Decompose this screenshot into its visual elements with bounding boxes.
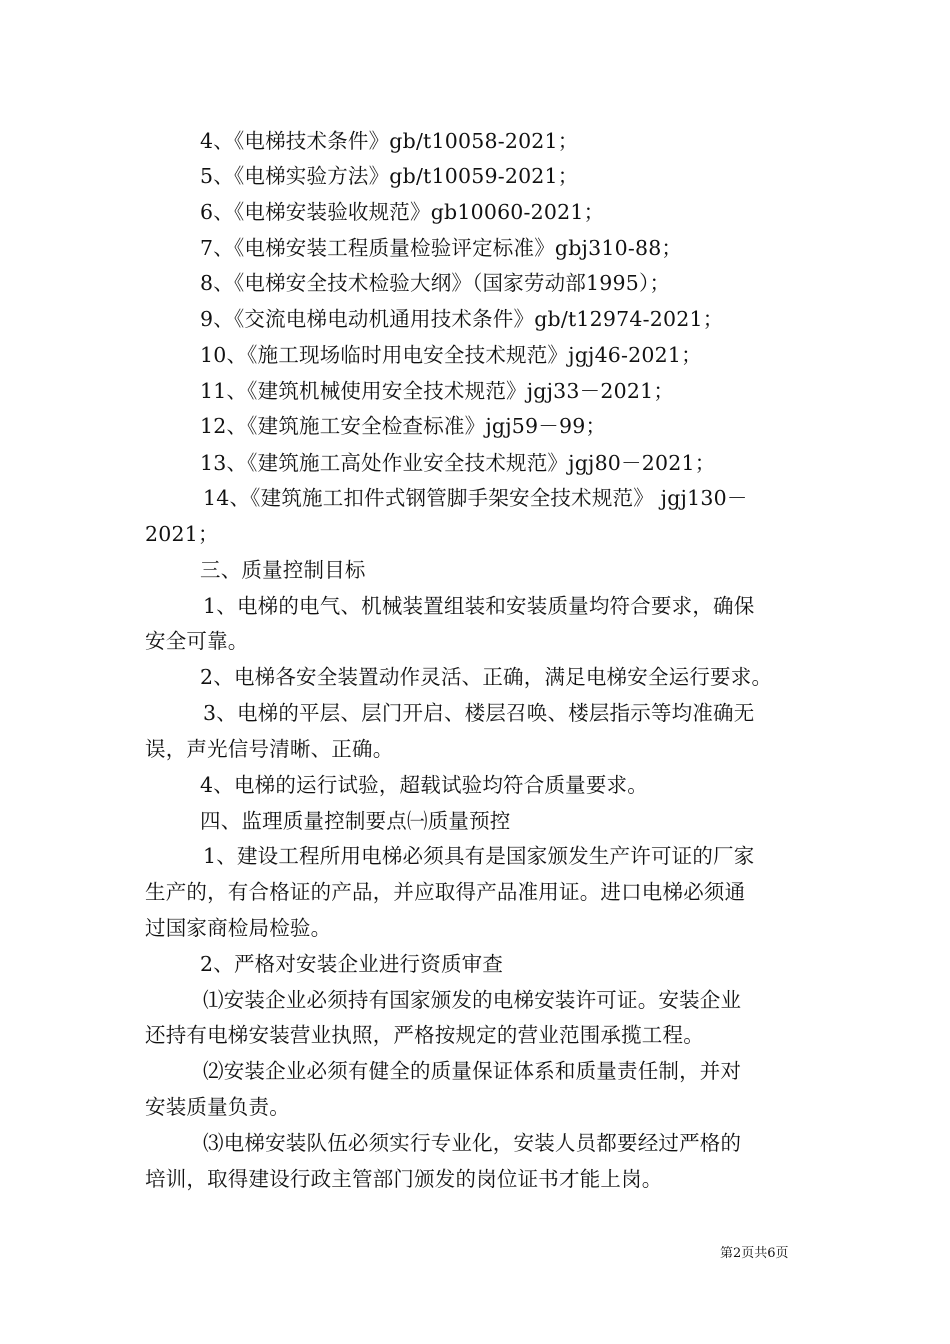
standard-item-13: 13、《建筑施工高处作业安全技术规范》jgj80－2021； xyxy=(200,451,716,475)
section-3-item-3: 3、电梯的平层、层门开启、楼层召唤、楼层指示等均准确无 xyxy=(203,701,755,725)
standard-item-9: 9、《交流电梯电动机通用技术条件》gb/t12974-2021； xyxy=(200,307,724,331)
standard-item-12: 12、《建筑施工安全检查标准》jgj59－99； xyxy=(200,414,607,438)
standard-item-4: 4、《电梯技术条件》gb/t10058-2021； xyxy=(200,129,579,153)
section-4-item-1: 1、建设工程所用电梯必须具有是国家颁发生产许可证的厂家 xyxy=(203,844,755,868)
standard-item-7: 7、《电梯安装工程质量检验评定标准》gbj310-88； xyxy=(200,236,683,260)
standard-item-5: 5、《电梯实验方法》gb/t10059-2021； xyxy=(200,164,579,188)
section-4-subitem-1-cont: 还持有电梯安装营业执照，严格按规定的营业范围承揽工程。 xyxy=(145,1023,704,1047)
section-4-subitem-3: ⑶电梯安装队伍必须实行专业化，安装人员都要经过严格的 xyxy=(203,1131,742,1155)
section-4-subitem-3-cont: 培训，取得建设行政主管部门颁发的岗位证书才能上岗。 xyxy=(145,1167,663,1191)
section-3-item-1: 1、电梯的电气、机械装置组装和安装质量均符合要求，确保 xyxy=(203,594,755,618)
section-4-subitem-2-cont: 安装质量负责。 xyxy=(145,1095,290,1119)
section-4-item-2: 2、严格对安装企业进行资质审查 xyxy=(200,952,504,976)
standard-item-6: 6、《电梯安装验收规范》gb10060-2021； xyxy=(200,200,605,224)
section-4-subitem-2: ⑵安装企业必须有健全的质量保证体系和质量责任制，并对 xyxy=(203,1059,742,1083)
section-4-heading: 四、监理质量控制要点㈠质量预控 xyxy=(200,809,511,833)
standard-item-14: 14、《建筑施工扣件式钢管脚手架安全技术规范》 jgj130－ xyxy=(203,486,748,510)
section-4-subitem-1: ⑴安装企业必须持有国家颁发的电梯安装许可证。安装企业 xyxy=(203,988,742,1012)
section-3-item-3-cont: 误，声光信号清晰、正确。 xyxy=(145,737,394,761)
section-4-item-1-cont-b: 过国家商检局检验。 xyxy=(145,916,332,940)
section-3-item-2: 2、电梯各安全装置动作灵活、正确，满足电梯安全运行要求。 xyxy=(200,665,773,689)
section-3-item-1-cont: 安全可靠。 xyxy=(145,629,249,653)
section-3-heading: 三、质量控制目标 xyxy=(200,558,366,582)
standard-item-10: 10、《施工现场临时用电安全技术规范》jgj46-2021； xyxy=(200,343,702,367)
standard-item-11: 11、《建筑机械使用安全技术规范》jgj33－2021； xyxy=(200,379,675,403)
page-number-footer: 第2页共6页 xyxy=(720,1246,789,1261)
standard-item-8: 8、《电梯安全技术检验大纲》（国家劳动部1995）； xyxy=(200,271,671,295)
section-3-item-4: 4、电梯的运行试验，超载试验均符合质量要求。 xyxy=(200,773,648,797)
standard-item-14-cont: 2021； xyxy=(145,522,219,546)
section-4-item-1-cont-a: 生产的，有合格证的产品，并应取得产品准用证。进口电梯必须通 xyxy=(145,880,746,904)
